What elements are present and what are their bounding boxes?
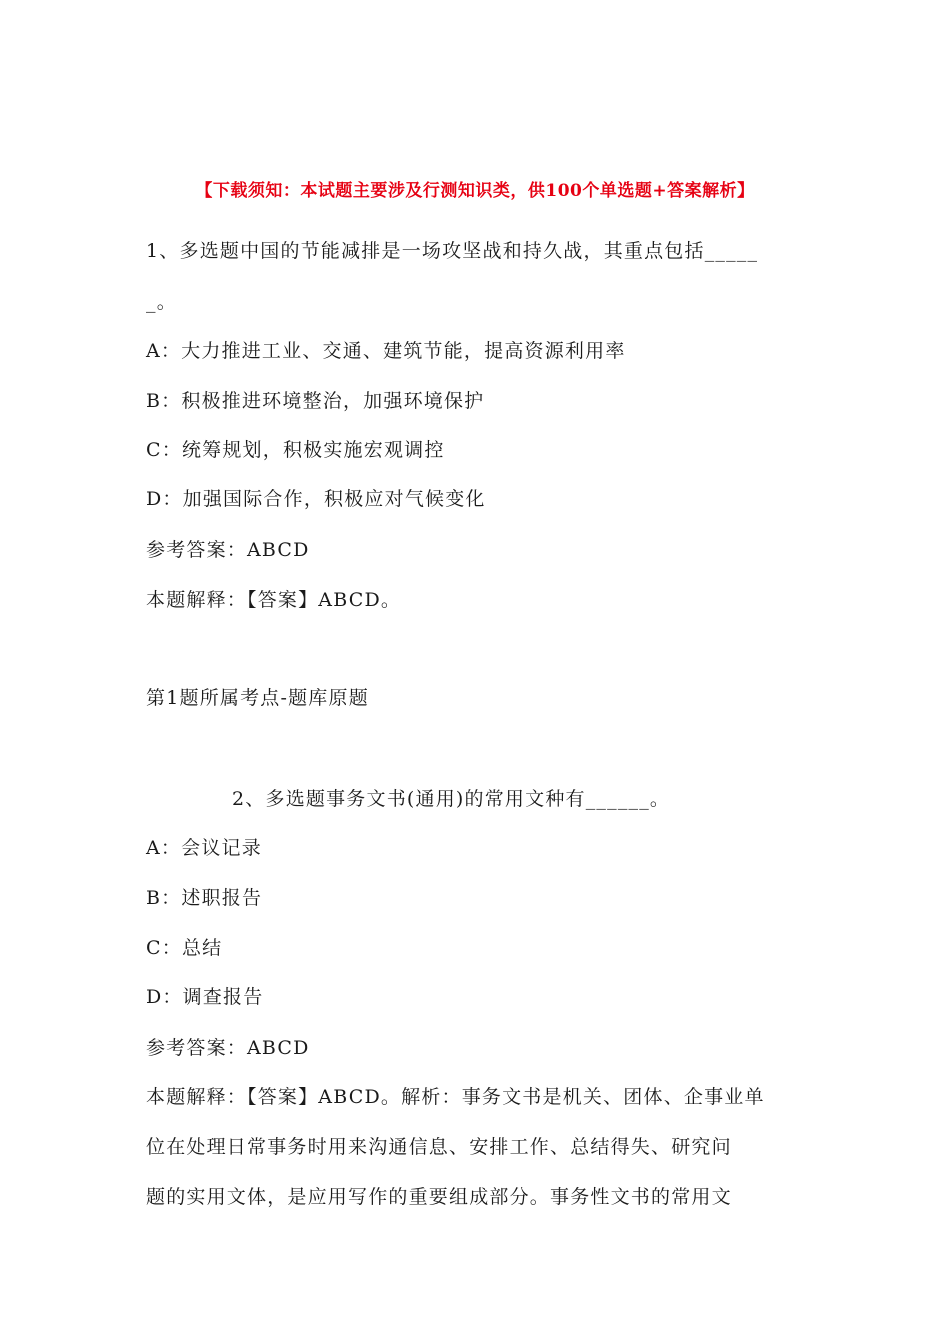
question-2-option-a: A：会议记录	[146, 837, 262, 859]
question-1-option-d: D：加强国际合作，积极应对气候变化	[146, 488, 486, 510]
question-2-answer: 参考答案：ABCD	[146, 1037, 310, 1059]
download-notice: 【下载须知：本试题主要涉及行测知识类，供100个单选题+答案解析】	[195, 181, 755, 201]
question-2-explanation-line-1: 本题解释：【答案】ABCD。解析：事务文书是机关、团体、企事业单	[146, 1086, 765, 1108]
question-2-option-d: D：调查报告	[146, 986, 264, 1008]
question-1-option-a: A：大力推进工业、交通、建筑节能，提高资源利用率	[146, 340, 626, 362]
question-1-explanation: 本题解释：【答案】ABCD。	[146, 589, 402, 611]
question-1-stem-line-1: 1、多选题中国的节能减排是一场攻坚战和持久战，其重点包括_____	[146, 240, 759, 262]
question-1-answer: 参考答案：ABCD	[146, 539, 310, 561]
question-1-topic: 第1题所属考点-题库原题	[146, 687, 369, 709]
question-1-stem-line-2: _。	[146, 291, 177, 313]
question-2-explanation-line-2: 位在处理日常事务时用来沟通信息、安排工作、总结得失、研究问	[146, 1136, 732, 1158]
question-2-option-c: C：总结	[146, 937, 223, 959]
question-1-option-c: C：统筹规划，积极实施宏观调控	[146, 439, 445, 461]
question-2-option-b: B：述职报告	[146, 887, 263, 909]
question-2-stem: 2、多选题事务文书(通用)的常用文种有______。	[232, 788, 671, 810]
question-1-option-b: B：积极推进环境整治，加强环境保护	[146, 390, 485, 412]
question-2-explanation-line-3: 题的实用文体，是应用写作的重要组成部分。事务性文书的常用文	[146, 1186, 732, 1208]
